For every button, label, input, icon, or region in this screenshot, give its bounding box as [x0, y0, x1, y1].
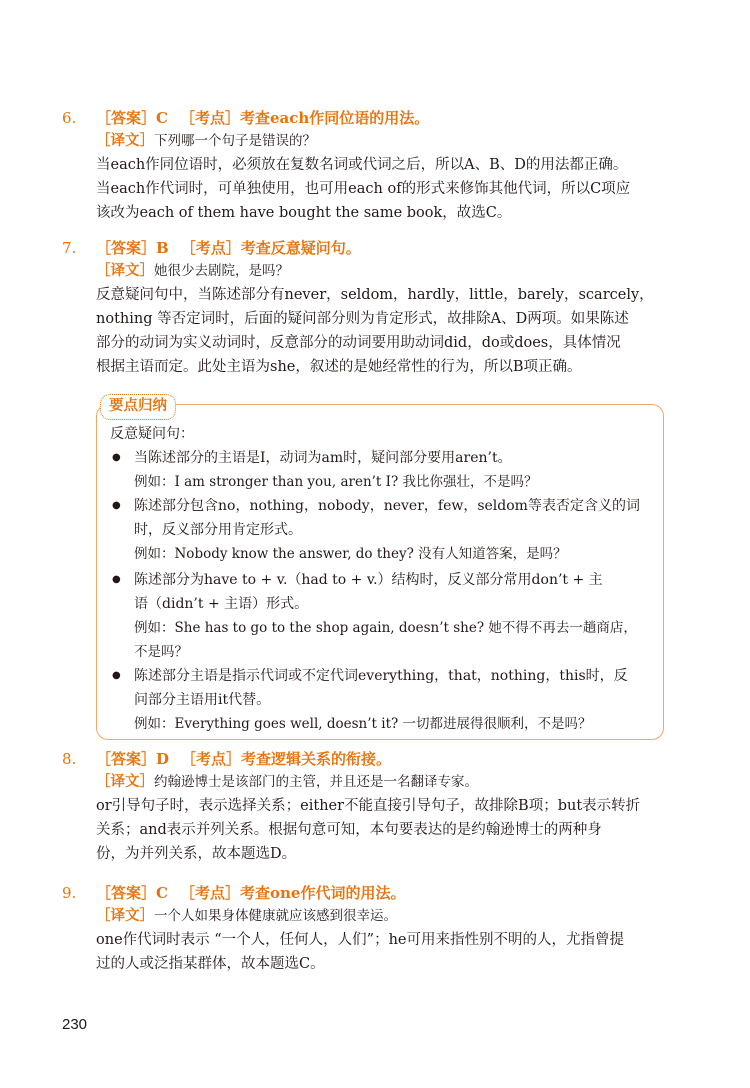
explanation-line: 根据主语而定。此处主语为she，叙述的是她经常性的行为，所以B项正确。: [96, 359, 582, 375]
summary-item-line: 问部分主语用it代替。: [134, 692, 271, 708]
answer-tag: ［答案］: [96, 750, 157, 768]
explanation-line: or引导句子时，表示选择关系；either不能直接引导句子，故排除B项；but表示转折: [96, 798, 641, 814]
summary-intro: 反意疑问句：: [110, 426, 194, 442]
summary-item-line: 陈述部分主语是指示代词或不定代词everything，that，nothing，this时，反: [134, 668, 628, 684]
page-number: 230: [62, 1016, 88, 1033]
summary-title: 要点归纳: [100, 394, 176, 420]
explanation-line: 反意疑问句中，当陈述部分有never，seldom，hardly，little，barely，scarcely，: [96, 287, 654, 303]
explanation-line: 过的人或泛指某群体，故本题选C。: [96, 956, 325, 972]
translation-text: 她很少去剧院，是吗？: [154, 263, 289, 279]
explanation-line: 该改为each of them have bought the same book，故选C。: [96, 205, 512, 221]
question-header: [62, 748, 672, 770]
bullet-icon: ●: [112, 670, 121, 681]
summary-example-line: 例如：She has to go to the shop again, doesn’t she? 她不得不再去一趟商店，: [134, 620, 637, 636]
explanation-line: 份，为并列关系，故本题选D。: [96, 846, 297, 862]
point-text: 考查逻辑关系的衔接。: [241, 750, 392, 768]
summary-example-line: 例如：I am stronger than you, aren’t I? 我比你强壮，不是吗？: [134, 474, 538, 490]
bullet-icon: ●: [112, 574, 121, 585]
point-tag: ［考点］: [179, 109, 240, 127]
summary-example-line: 不是吗？: [134, 644, 188, 660]
translation-line: [96, 904, 672, 928]
question-header: [62, 882, 672, 904]
translation-line: [96, 770, 672, 794]
translation-line: [96, 259, 672, 283]
question-9: [62, 882, 672, 976]
point-tag: ［考点］: [181, 750, 242, 768]
point-text: 考查反意疑问句。: [240, 239, 361, 257]
question-number: 8.: [62, 750, 77, 768]
summary-item-line: 时，反义部分用肯定形式。: [134, 522, 302, 538]
answer-tag: ［答案］: [96, 884, 157, 902]
question-6: [62, 107, 672, 225]
point-text: 考查one作代词的用法。: [239, 884, 406, 902]
explanation-line: 部分的动词为实义动词时，反意部分的动词要用助动词did，do或does，具体情况: [96, 335, 621, 351]
question-header: [62, 237, 672, 259]
point-tag: ［考点］: [180, 239, 241, 257]
answer-value: D: [156, 750, 170, 768]
question-7: [62, 237, 672, 379]
bullet-icon: ●: [112, 452, 121, 463]
answer-value: B: [156, 239, 169, 257]
explanation-line: 关系；and表示并列关系。根据句意可知，本句要表达的是约翰逊博士的两种身: [96, 822, 602, 838]
explanation-line: nothing 等否定词时，后面的疑问部分则为肯定形式，故排除A、D两项。如果陈述: [96, 311, 629, 327]
question-number: 6.: [62, 109, 77, 127]
question-8: [62, 748, 672, 866]
point-text: 考查each作同位语的用法。: [239, 109, 430, 127]
summary-example-line: 例如：Nobody know the answer, do they? 没有人知道答案，是吗？: [134, 546, 567, 562]
answer-value: C: [156, 884, 168, 902]
explanation-line: 当each作同位语时，必须放在复数名词或代词之后，所以A、B、D的用法都正确。: [96, 157, 628, 173]
answer-tag: ［答案］: [96, 109, 157, 127]
bullet-icon: ●: [112, 500, 121, 511]
summary-example-line: 例如：Everything goes well, doesn’t it? 一切都进展得很顺利，不是吗？: [134, 716, 592, 732]
translation-text: 一个人如果身体健康就应该感到很幸运。: [154, 908, 397, 924]
translation-line: [96, 129, 672, 153]
summary-item-line: 陈述部分包含no，nothing，nobody，never，few，seldom等表否定含义的词: [134, 498, 640, 514]
summary-item-line: 语（didn’t + 主语）形式。: [134, 596, 309, 612]
summary-item-line: 陈述部分为have to + v.（had to + v.）结构时，反义部分常用don’t + 主: [134, 572, 603, 588]
explanation-line: one作代词时表示 “一个人，任何人，人们”；he可用来指性别不明的人，尤指曾提: [96, 932, 625, 948]
question-header: [62, 107, 672, 129]
question-number: 9.: [62, 884, 77, 902]
translation-tag: ［译文］: [96, 262, 154, 279]
answer-value: C: [156, 109, 168, 127]
translation-tag: ［译文］: [96, 773, 154, 790]
summary-item-line: 当陈述部分的主语是I，动词为am时，疑问部分要用aren’t。: [134, 450, 512, 466]
translation-tag: ［译文］: [96, 907, 154, 924]
point-tag: ［考点］: [179, 884, 240, 902]
answer-tag: ［答案］: [96, 239, 157, 257]
translation-text: 约翰逊博士是该部门的主管，并且还是一名翻译专家。: [154, 774, 478, 790]
question-number: 7.: [62, 239, 77, 257]
explanation-line: 当each作代词时，可单独使用，也可用each of的形式来修饰其他代词，所以C项应: [96, 181, 631, 197]
translation-text: 下列哪一个句子是错误的？: [154, 133, 316, 149]
translation-tag: ［译文］: [96, 132, 154, 149]
